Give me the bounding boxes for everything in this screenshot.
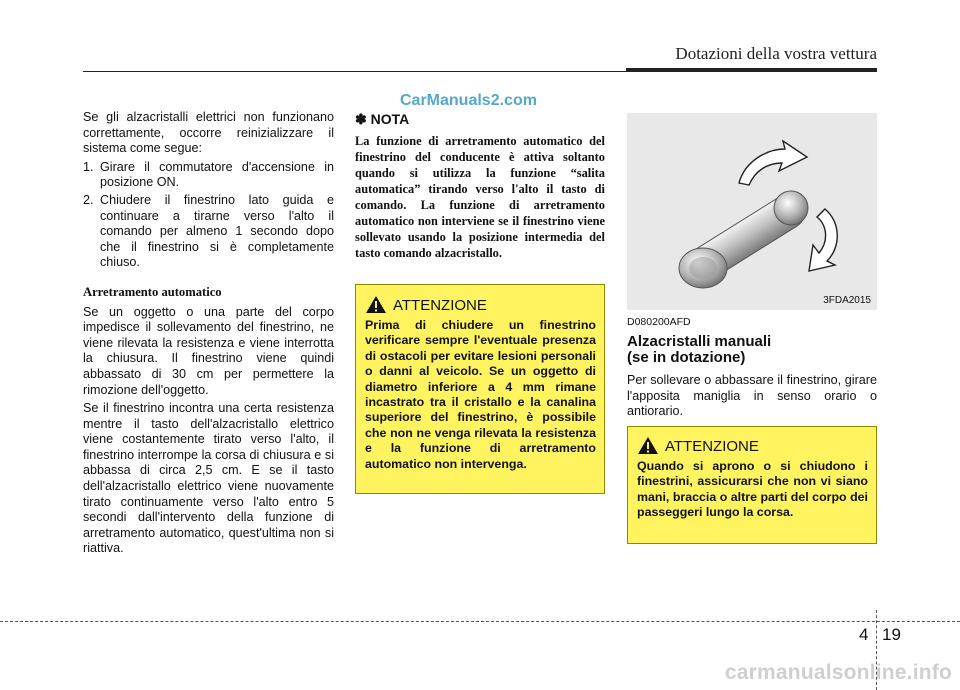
step-number: 1. [83, 159, 94, 174]
section-heading [627, 334, 877, 366]
warning-text: Prima di chiudere un finestrino verificare sempre l'eventuale presenza di ostacoli per evitare lesioni personali o danni al veicolo. Se un oggetto di diametro inferiore a 4 mm rimane incastrato tra il cristallo e la canalina superiore del finestrino, è possibile che non ne venga rilevata la resistenza e la funzione di arretramento automatico non intervenga. [365, 318, 596, 471]
paragraph: Per sollevare o abbassare il finestrino, girare l'apposita maniglia in senso orario o antiorario. [627, 373, 877, 419]
left-column [83, 110, 334, 560]
warning-title: ATTENZIONE [665, 438, 759, 455]
warning-header [637, 436, 868, 455]
warning-triangle-icon [637, 436, 659, 455]
intro-paragraph: Se gli alzacristalli elettrici non funzionano correttamente, occorre reinizializzare il sistema come segue: [83, 110, 334, 156]
nota-section [355, 111, 605, 261]
window-crank-icon [627, 113, 877, 310]
manual-windows-section [627, 316, 877, 420]
subheading: Arretramento automatico [83, 284, 222, 299]
paragraph: Se un oggetto o una parte del corpo impedisce il sollevamento del finestrino, ne viene rilevata la resistenza e viene interrotta la chiusura. Il finestrino viene quindi abbassato di 30 cm per permettere la rimozione dell'oggetto. [83, 304, 334, 397]
paragraph: Se il finestrino incontra una certa resistenza mentre il tasto dell'alzacristallo elettrico viene costantemente tirato verso l'alto, il finestrino interrompe la corsa di chiusura e si abbassa di circa 2,5 cm. E se il tasto dell'alzacristallo elettrico viene nuovamente tirato continuamente verso l'alto entro 5 secondi dall'intervento della funzione di arretramento automatico, quest'ultima non si riattiva. [83, 401, 334, 556]
section-code: D080200AFD [627, 316, 691, 328]
step-text: Chiudere il finestrino lato guida e continuare a tirarne verso l'alto il comando per almeno 1 secondo dopo che il finestrino si è completamente chiuso. [100, 192, 334, 270]
section-title: Dotazioni della vostra vettura [675, 44, 877, 63]
header-rule-accent [626, 68, 877, 72]
footer-rule [0, 621, 960, 622]
heading-line: Alzacristalli manuali [627, 333, 772, 350]
reset-steps-list [83, 160, 334, 271]
warning-triangle-icon [365, 295, 387, 314]
warning-header [365, 295, 596, 314]
warning-box [627, 426, 877, 544]
step-text: Girare il commutatore d'accensione in posizione ON. [100, 159, 334, 190]
nota-text: La funzione di arretramento automatico del finestrino del conducente è attiva soltanto quando si utilizza la funzione “salita automatica” tirando verso l'alto il tasto di comando. La funzione di arretramento automatico non interviene se il finestrino viene sollevato usando la posizione intermedia del tasto comando alzacristallo. [355, 134, 605, 260]
warning-title: ATTENZIONE [393, 297, 487, 314]
list-item [83, 160, 334, 191]
page-number: 19 [882, 625, 901, 644]
warning-box [355, 284, 605, 494]
chapter-number: 4 [859, 625, 869, 644]
step-number: 2. [83, 192, 94, 207]
figure-label: 3FDA2015 [823, 295, 871, 306]
nota-title: ✽ NOTA [355, 111, 410, 127]
warning-text: Quando si aprono o si chiudono i finestrini, assicurarsi che non vi siano mani, braccia o altre parti del corpo dei passeggeri lungo la corsa. [637, 459, 868, 520]
list-item [83, 193, 334, 271]
window-crank-illustration [627, 113, 877, 310]
watermark-link[interactable]: CarManuals2.com [400, 92, 537, 109]
heading-line: (se in dotazione) [627, 349, 746, 366]
watermark-link[interactable]: carmanualsonline.info [724, 661, 952, 684]
